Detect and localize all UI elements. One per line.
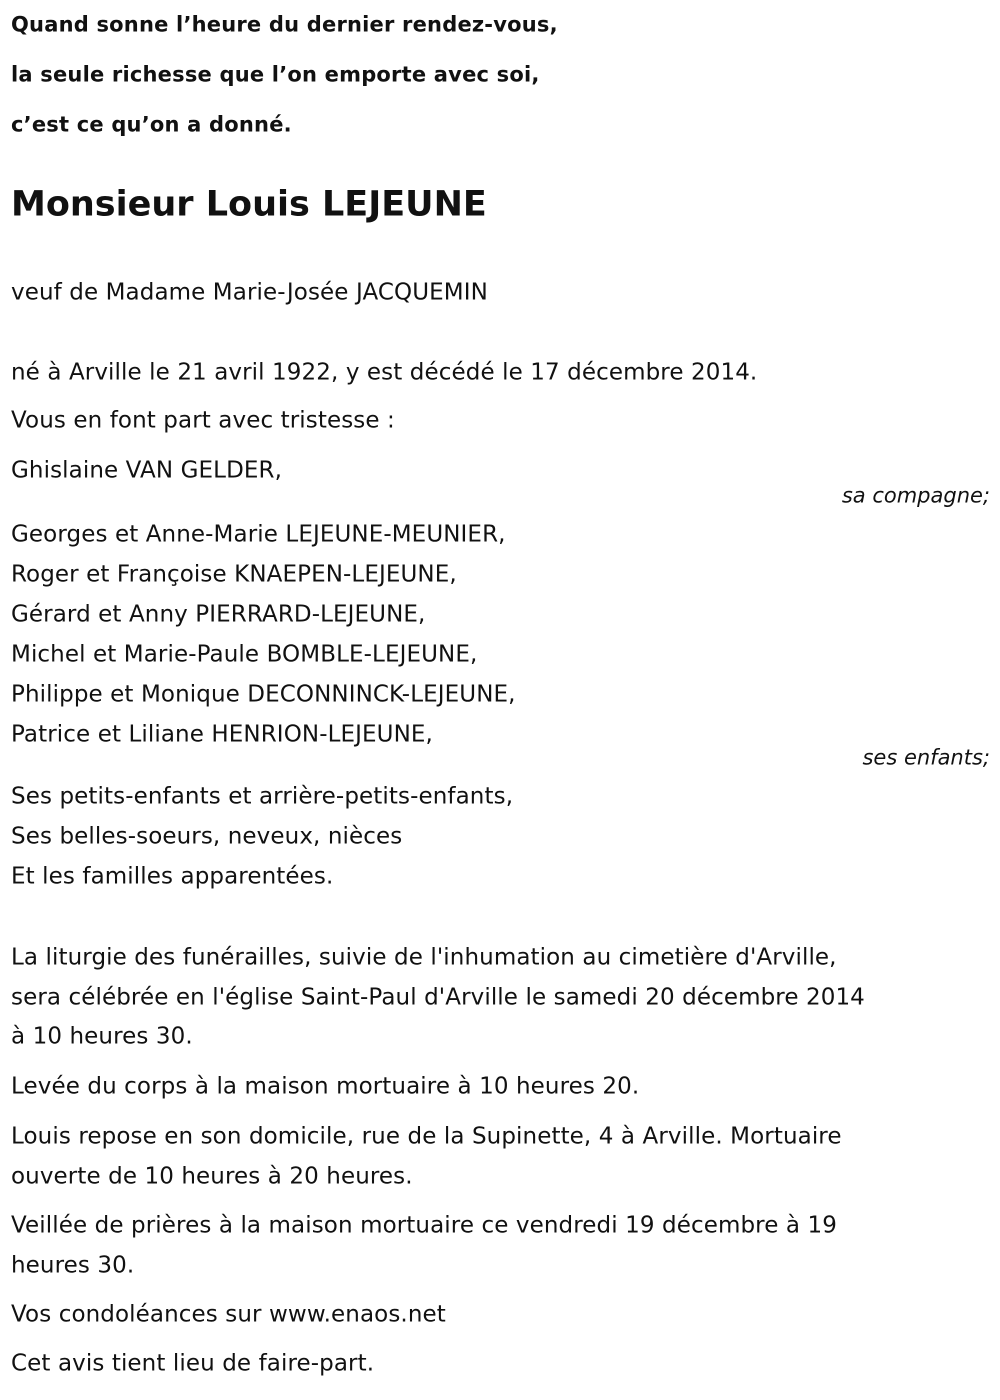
condolences-line: Vos condoléances sur www.enaos.net bbox=[11, 1301, 446, 1328]
child-entry: Patrice et Liliane HENRION-LEJEUNE, bbox=[11, 721, 433, 748]
children-role: ses enfants; bbox=[862, 745, 990, 770]
levee-line: Levée du corps à la maison mortuaire à 10 heures 20. bbox=[11, 1073, 640, 1100]
announce-line: Vous en font part avec tristesse : bbox=[11, 407, 395, 434]
child-entry: Roger et Françoise KNAEPEN-LEJEUNE, bbox=[11, 561, 457, 588]
family-line: Et les familles apparentées. bbox=[11, 863, 334, 890]
veillee-line: heures 30. bbox=[11, 1252, 135, 1279]
deceased-name-title: Monsieur Louis LEJEUNE bbox=[11, 184, 487, 225]
widower-line: veuf de Madame Marie-Josée JACQUEMIN bbox=[11, 279, 488, 306]
child-entry: Michel et Marie-Paule BOMBLE-LEJEUNE, bbox=[11, 641, 478, 668]
liturgy-line: sera célébrée en l'église Saint-Paul d'Arville le samedi 20 décembre 2014 bbox=[11, 984, 865, 1011]
veillee-line: Veillée de prières à la maison mortuaire ce vendredi 19 décembre à 19 bbox=[11, 1212, 837, 1239]
poem-line: c’est ce qu’on a donné. bbox=[11, 112, 292, 137]
companion-name: Ghislaine VAN GELDER, bbox=[11, 457, 283, 484]
companion-role: sa compagne; bbox=[841, 483, 990, 508]
poem-line: la seule richesse que l’on emporte avec soi, bbox=[11, 62, 540, 87]
child-entry: Georges et Anne-Marie LEJEUNE-MEUNIER, bbox=[11, 521, 506, 548]
liturgy-line: à 10 heures 30. bbox=[11, 1023, 193, 1050]
poem-line: Quand sonne l’heure du dernier rendez-vous, bbox=[11, 12, 558, 37]
child-entry: Gérard et Anny PIERRARD-LEJEUNE, bbox=[11, 601, 426, 628]
liturgy-line: La liturgie des funérailles, suivie de l'inhumation au cimetière d'Arville, bbox=[11, 944, 837, 971]
closing-line: Cet avis tient lieu de faire-part. bbox=[11, 1350, 375, 1377]
family-line: Ses petits-enfants et arrière-petits-enfants, bbox=[11, 783, 514, 810]
repose-line: Louis repose en son domicile, rue de la Supinette, 4 à Arville. Mortuaire bbox=[11, 1123, 842, 1150]
repose-line: ouverte de 10 heures à 20 heures. bbox=[11, 1163, 413, 1190]
child-entry: Philippe et Monique DECONNINCK-LEJEUNE, bbox=[11, 681, 516, 708]
family-line: Ses belles-soeurs, neveux, nièces bbox=[11, 823, 403, 850]
birth-death-line: né à Arville le 21 avril 1922, y est décédé le 17 décembre 2014. bbox=[11, 359, 758, 386]
